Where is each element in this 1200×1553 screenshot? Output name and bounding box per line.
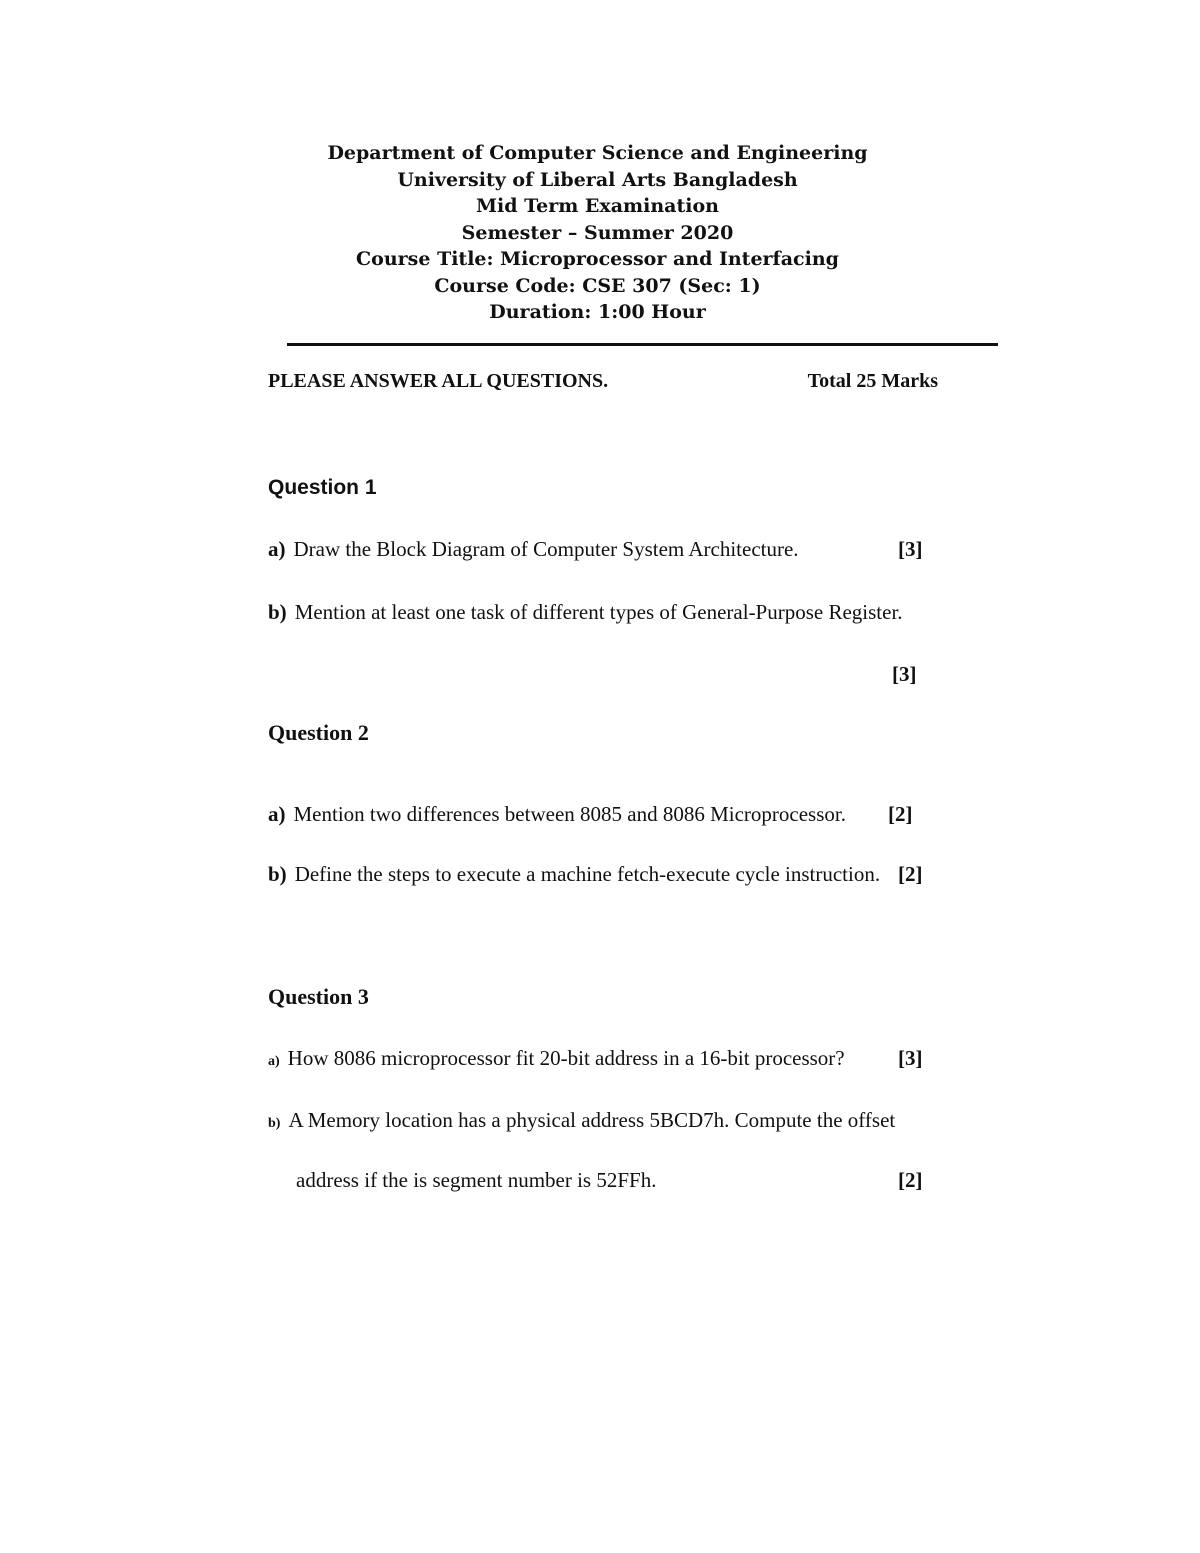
item-label: a) bbox=[268, 802, 286, 826]
item-label: b) bbox=[268, 1116, 281, 1131]
item-text: Draw the Block Diagram of Computer System Architecture. bbox=[293, 537, 799, 561]
question-2a-mark: [2] bbox=[888, 802, 913, 826]
question-2b-mark: [2] bbox=[898, 862, 923, 886]
item-text: Mention two differences between 8085 and 8086 Microprocessor. bbox=[293, 802, 846, 826]
department-name: Department of Computer Science and Engineering bbox=[327, 142, 868, 164]
item-label: b) bbox=[268, 600, 287, 624]
question-3a-mark: [3] bbox=[898, 1046, 923, 1070]
item-text: Mention at least one task of different types of General-Purpose Register. bbox=[294, 600, 903, 624]
question-2-title: Question 2 bbox=[268, 720, 369, 745]
item-label: a) bbox=[268, 1054, 280, 1069]
question-1a bbox=[268, 537, 799, 562]
duration: Duration: 1:00 Hour bbox=[489, 301, 706, 323]
item-text: Define the steps to execute a machine fetch-execute cycle instruction. bbox=[294, 862, 881, 886]
question-3a bbox=[268, 1046, 845, 1071]
question-1b bbox=[268, 600, 903, 625]
university-name: University of Liberal Arts Bangladesh bbox=[397, 168, 798, 191]
question-2a bbox=[268, 802, 846, 827]
header-divider bbox=[287, 343, 998, 346]
question-1-title: Question 1 bbox=[268, 476, 377, 499]
instructions-text: PLEASE ANSWER ALL QUESTIONS. bbox=[268, 370, 609, 392]
item-text: How 8086 microprocessor fit 20-bit address in a 16-bit processor? bbox=[287, 1046, 845, 1070]
exam-name: Mid Term Examination bbox=[476, 195, 719, 217]
question-3b-continuation: address if the is segment number is 52FFh. bbox=[296, 1168, 657, 1192]
course-code: Course Code: CSE 307 (Sec: 1) bbox=[434, 274, 761, 297]
course-title: Course Title: Microprocessor and Interfacing bbox=[356, 248, 839, 270]
item-label: b) bbox=[268, 862, 287, 886]
question-3b bbox=[268, 1108, 895, 1133]
exam-header bbox=[0, 140, 1195, 326]
question-1b-mark: [3] bbox=[892, 662, 917, 686]
total-marks: Total 25 Marks bbox=[807, 370, 938, 392]
item-text: A Memory location has a physical address 5BCD7h. Compute the offset bbox=[288, 1108, 896, 1132]
question-3b-mark: [2] bbox=[898, 1168, 923, 1192]
question-3-title: Question 3 bbox=[268, 984, 369, 1009]
question-2b bbox=[268, 862, 880, 887]
question-1a-mark: [3] bbox=[898, 537, 923, 561]
item-label: a) bbox=[268, 537, 286, 561]
semester: Semester – Summer 2020 bbox=[461, 221, 734, 244]
